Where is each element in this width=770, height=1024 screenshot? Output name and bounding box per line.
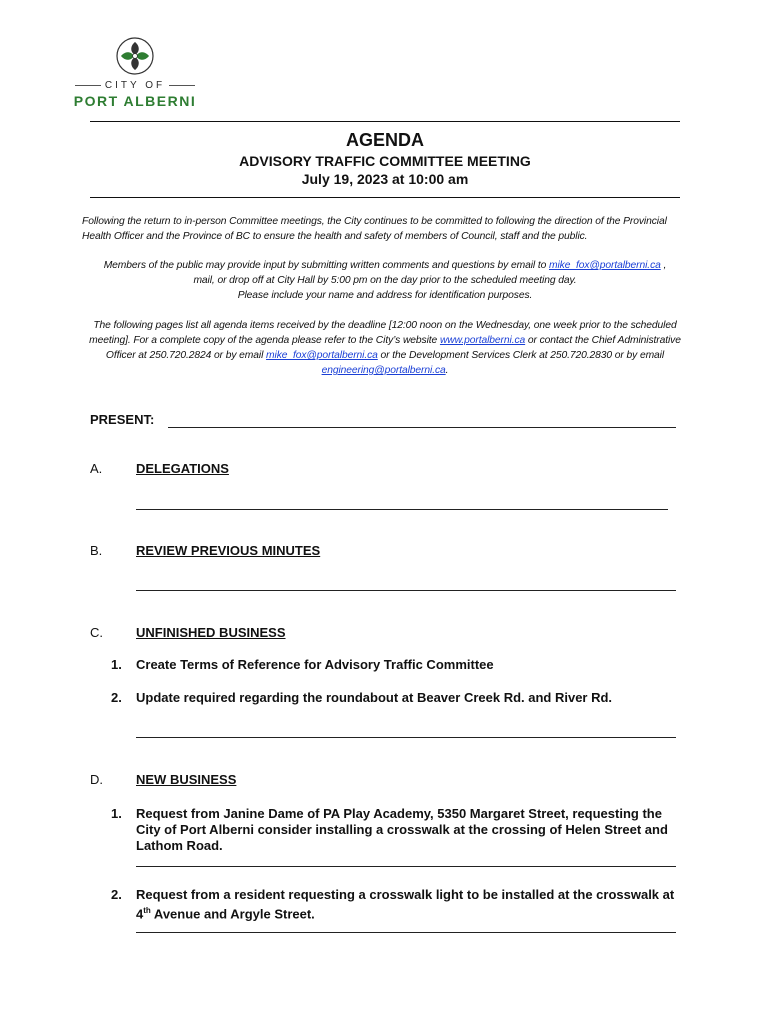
city-logo [70, 36, 200, 112]
section-a-title: DELEGATIONS [136, 461, 229, 476]
intro-paragraph-deadline [82, 318, 688, 378]
input-text-line3: Please include your name and address for identification purposes. [237, 290, 533, 301]
section-d-item-2-number: 2. [111, 887, 122, 902]
city-emblem-icon [114, 36, 156, 76]
header-rule-top [90, 121, 680, 122]
website-link[interactable]: www.portalberni.ca [439, 335, 526, 346]
intro-paragraph-input [82, 258, 688, 303]
section-d-item-2-text [136, 887, 681, 922]
deadline-text-clerk: or the Development Services Clerk at 250.720.2830 or by email [377, 350, 665, 361]
section-d-item-2-text-a: Request from a resident requesting a crosswalk light to be installed at the crosswalk at 4 [136, 887, 675, 922]
present-line [168, 427, 676, 428]
section-c-item-2-number: 2. [111, 690, 122, 705]
present-label: PRESENT: [90, 412, 155, 427]
section-a-letter: A. [90, 461, 103, 476]
section-d-item-2-superscript: th [143, 906, 151, 915]
section-d-title: NEW BUSINESS [136, 772, 237, 787]
section-d-item-1-text: Request from Janine Dame of PA Play Academy, 5350 Margaret Street, requesting the City of Port Alberni consider installing a crosswalk at the crossing of Helen Street and Lathom Road. [136, 806, 668, 853]
section-b-title: REVIEW PREVIOUS MINUTES [136, 543, 321, 558]
email-link-engineering[interactable]: engineering@portalberni.ca [321, 365, 446, 376]
deadline-text-cao: or contact the Chief Administrative Officer at 250.720.2824 or by email [105, 335, 681, 361]
input-text: Members of the public may provide input by submitting written comments and questions by email to [103, 260, 549, 271]
section-c-letter: C. [90, 625, 103, 640]
section-c-item-1-number: 1. [111, 657, 122, 672]
section-c-item-2-text: Update required regarding the roundabout at Beaver Creek Rd. and River Rd. [136, 690, 613, 705]
meeting-date: July 19, 2023 at 10:00 am [301, 171, 469, 187]
section-d-item-2-line [136, 932, 676, 933]
section-c-title: UNFINISHED BUSINESS [136, 625, 286, 640]
section-d-item-2-text-b: Avenue and Argyle Street. [150, 906, 315, 922]
header-rule-bottom [90, 197, 680, 198]
meeting-title: ADVISORY TRAFFIC COMMITTEE MEETING [239, 153, 531, 169]
section-d-item-1-number: 1. [111, 806, 122, 821]
section-a-line [136, 509, 668, 510]
logo-city-of-text: CITY OF [70, 80, 200, 91]
input-text-end: , [660, 260, 667, 271]
agenda-header [90, 128, 680, 188]
section-c-line [136, 737, 676, 738]
section-b-line [136, 590, 676, 591]
section-d-item-1-line [136, 866, 676, 867]
deadline-text: The following pages list all agenda items received by the deadline [12:00 noon on the Wednesday, one week prior to the scheduled meeting]. For a complete copy of the agenda please refer to the City’s website [89, 320, 677, 346]
input-text-line2: mail, or drop off at City Hall by 5:00 pm on the day prior to the scheduled meeting day. [193, 275, 577, 286]
section-d-letter: D. [90, 772, 103, 787]
deadline-text-end: . [445, 365, 449, 376]
page-title: AGENDA [345, 130, 424, 150]
section-c-item-1-text: Create Terms of Reference for Advisory Traffic Committee [136, 657, 494, 672]
section-b-letter: B. [90, 543, 103, 558]
logo-city-name: PORT ALBERNI [73, 93, 197, 109]
email-link-mike-fox[interactable]: mike_fox@portalberni.ca [549, 260, 661, 271]
email-link-cao[interactable]: mike_fox@portalberni.ca [266, 350, 378, 361]
intro-paragraph-health: Following the return to in-person Committee meetings, the City continues to be committed to following the direction of the Provincial Health Officer and the Province of BC to ensure the health and safety of members of Council, staff and the public. [82, 216, 667, 242]
